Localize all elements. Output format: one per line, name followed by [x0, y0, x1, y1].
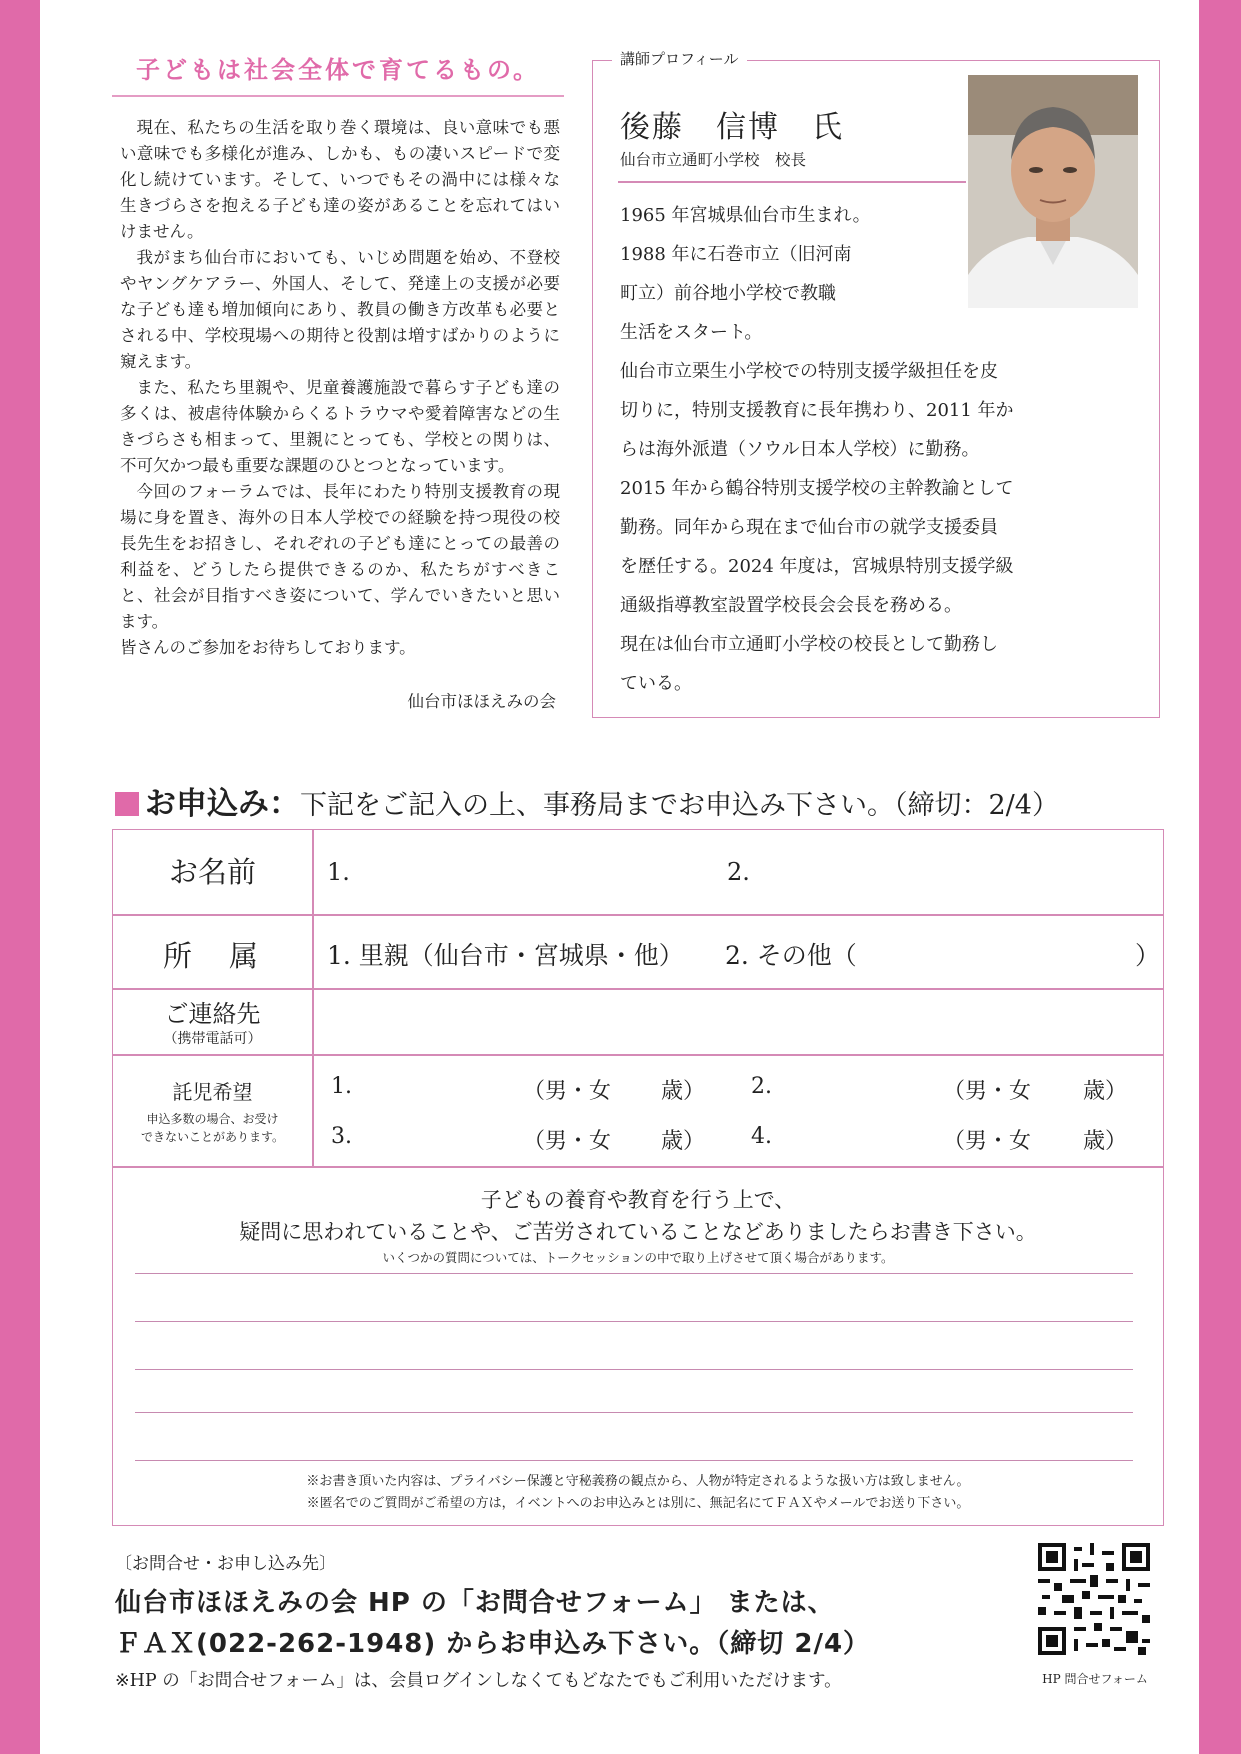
childcare-note: 申込多数の場合、お受け: [146, 1112, 279, 1126]
bio-line: 1965 年宮城県仙台市生まれ。: [620, 205, 871, 226]
question-prompt-line-2: 疑問に思われていることや、ご苦労されていることなどありましたらお書き下さい。: [239, 1220, 1037, 1244]
profile-label: 講師プロフィール: [612, 48, 747, 69]
column-divider: [312, 830, 314, 1166]
right-border-bar: [1199, 0, 1241, 1754]
contact-label: ご連絡先: [164, 1000, 261, 1028]
tagline-heading: 子どもは社会全体で育てるもの。: [112, 50, 564, 97]
childcare-note: できないことがあります。: [140, 1130, 285, 1144]
application-form: [112, 829, 1164, 1526]
square-bullet-icon: [115, 792, 139, 816]
bio-line: 通級指導教室設置学校長会会長を務める。: [620, 595, 962, 616]
intro-paragraph: 今回のフォーラムでは、長年にわたり特別支援教育の現場に身を置き、海外の日本人学校での経験を持つ現役の校長先生をお招きし、それぞれの子ども達にとっての最善の利益を、どうしたら提供できるのか、私たちがすべきこと、社会が目指すべき姿について、学んでいきたいと思います。: [120, 482, 560, 631]
affiliation-label: 所 属: [162, 939, 262, 973]
privacy-note: ※お書き頂いた内容は、プライバシー保護と守秘義務の観点から、人物が特定されるような扱い方は致しません。: [306, 1474, 970, 1489]
childcare-entry-number[interactable]: 2.: [751, 1074, 772, 1099]
profile-divider: [618, 181, 966, 183]
name-label: お名前: [168, 855, 256, 889]
writing-line[interactable]: [135, 1412, 1133, 1413]
speaker-title: 仙台市立通町小学校 校長: [620, 151, 807, 169]
intro-text: [120, 115, 560, 661]
childcare-label: 託児希望: [172, 1080, 253, 1104]
writing-line[interactable]: [135, 1273, 1133, 1274]
intro-paragraph: 我がまち仙台市においても、いじめ問題を始め、不登校やヤングケアラー、外国人、そして、発達上の支援が必要な子ども達も増加傾向にあり、教員の働き方改革も必要とされる中、学校現場への期待と役割は増すばかりのように窺えます。: [120, 248, 561, 371]
affiliation-other-close: ）: [1135, 941, 1161, 970]
contact-heading: 〔お問合せ・お申し込み先〕: [115, 1554, 336, 1574]
writing-line[interactable]: [135, 1321, 1133, 1322]
bio-line: 生活をスタート。: [620, 322, 763, 343]
childcare-entry-number[interactable]: 3.: [331, 1124, 352, 1149]
childcare-entry-sex[interactable]: （男・女: [523, 1079, 612, 1104]
childcare-entry-sex[interactable]: （男・女: [943, 1079, 1032, 1104]
speaker-name: 後藤 信博 氏: [620, 110, 844, 145]
childcare-entry-age[interactable]: 歳）: [1083, 1129, 1128, 1154]
bio-line: 勤務。同年から現在まで仙台市の就学支援委員: [620, 517, 998, 538]
row-divider: [113, 1166, 1163, 1168]
row-divider: [113, 988, 1163, 990]
childcare-entry-sex[interactable]: （男・女: [943, 1129, 1032, 1154]
anonymous-note: ※匿名でのご質問がご希望の方は，イベントへのお申込みとは別に、無記名にてＦＡＸやメールでお送り下さい。: [306, 1496, 970, 1511]
speaker-bio: [620, 196, 1140, 703]
bio-line: 切りに，特別支援教育に長年携わり、2011 年か: [620, 400, 1014, 421]
left-border-bar: [0, 0, 40, 1754]
application-instruction: 下記をご記入の上、事務局までお申込み下さい。（締切：2/4）: [300, 790, 1059, 821]
childcare-entry-sex[interactable]: （男・女: [523, 1129, 612, 1154]
question-note: いくつかの質問については、トークセッションの中で取り上げさせて頂く場合があります。: [382, 1250, 894, 1265]
childcare-entry-age[interactable]: 歳）: [661, 1129, 706, 1154]
bio-line: を歴任する。2024 年度は，宮城県特別支援学級: [620, 556, 1014, 577]
application-heading: [115, 778, 1059, 823]
application-title: お申込み：: [145, 786, 300, 822]
name-field-1[interactable]: 1.: [327, 858, 350, 886]
contact-line-web: 仙台市ほほえみの会 HP の「お問合せフォーム」 または、: [115, 1588, 835, 1618]
bio-line: 2015 年から鶴谷特別支援学校の主幹教諭として: [620, 478, 1014, 499]
contact-input[interactable]: [325, 1000, 1145, 1044]
childcare-entry-age[interactable]: 歳）: [1083, 1079, 1128, 1104]
question-prompt-line-1: 子どもの養育や教育を行う上で、: [480, 1188, 796, 1212]
bio-line: 町立）前谷地小学校で教職: [620, 283, 836, 304]
bio-line: らは海外派遣（ソウル日本人学校）に勤務。: [620, 439, 980, 460]
contact-note: ※HP の「お問合せフォーム」は、会員ログインしなくてもどなたでもご利用いただけます。: [115, 1671, 842, 1691]
qr-caption: HP 問合せフォーム: [1042, 1672, 1148, 1686]
row-divider: [113, 1054, 1163, 1056]
childcare-entry-number[interactable]: 1.: [331, 1074, 352, 1099]
bio-line: ている。: [620, 673, 692, 694]
bio-line: 仙台市立栗生小学校での特別支援学級担任を皮: [620, 361, 998, 382]
childcare-entry-age[interactable]: 歳）: [661, 1079, 706, 1104]
contact-line-fax: ＦＡＸ(022-262-1948) からお申込み下さい。（締切 2/4）: [115, 1629, 871, 1659]
intro-paragraph: 現在、私たちの生活を取り巻く環境は、良い意味でも悪い意味でも多様化が進み、しかも、もの凄いスピードで変化し続けています。そして、いつでもその渦中には様々な生きづらさを抱える子ども達の姿があることを忘れてはいけません。: [120, 118, 561, 241]
intro-paragraph: また、私たち里親や、児童養護施設で暮らす子ども達の多くは、被虐待体験からくるトラウマや愛着障害などの生きづらさも相まって、里親にとっても、学校との関りは、不可欠かつ最も重要な課題のひとつとなっています。: [120, 378, 560, 475]
intro-closing: 皆さんのご参加をお待ちしております。: [120, 638, 416, 657]
writing-line[interactable]: [135, 1369, 1133, 1370]
bio-line: 1988 年に石巻市立（旧河南: [620, 244, 852, 265]
organization-signature: 仙台市ほほえみの会: [407, 692, 556, 711]
contact-sublabel: （携帯電話可）: [163, 1031, 262, 1047]
name-field-2[interactable]: 2.: [727, 858, 750, 886]
affiliation-option-foster-parent[interactable]: 1. 里親（仙台市・宮城県・他）: [327, 941, 684, 970]
childcare-entry-number[interactable]: 4.: [751, 1124, 772, 1149]
writing-line[interactable]: [135, 1460, 1133, 1461]
bio-line: 現在は仙台市立通町小学校の校長として勤務し: [620, 634, 998, 655]
row-divider: [113, 914, 1163, 916]
qr-code-icon[interactable]: [1038, 1543, 1150, 1655]
affiliation-option-other[interactable]: 2. その他（: [725, 941, 857, 970]
